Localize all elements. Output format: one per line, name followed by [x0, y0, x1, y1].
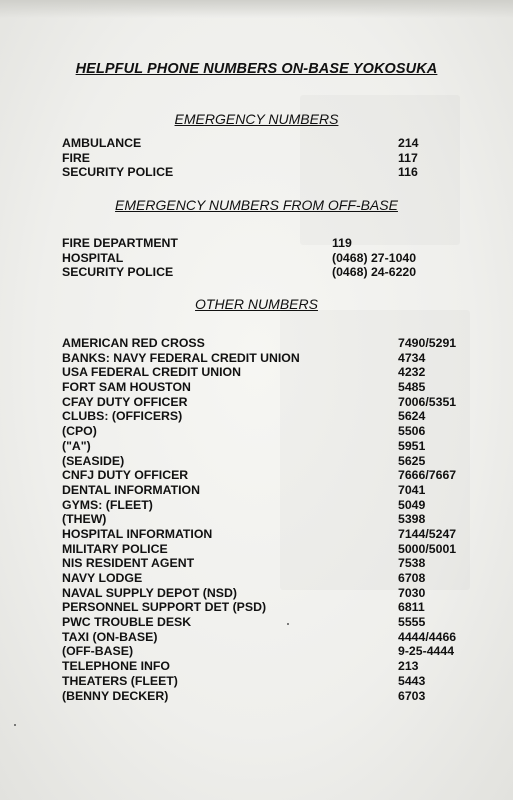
entry-name: USA FEDERAL CREDIT UNION — [62, 365, 241, 380]
entry-phone-number: 7041 — [398, 482, 426, 497]
entry-name: PWC TROUBLE DESK — [62, 615, 192, 630]
list-item — [62, 380, 482, 395]
entry-name: CLUBS: (OFFICERS) — [62, 409, 183, 424]
entry-name: MILITARY POLICE — [62, 541, 168, 556]
entry-phone-number: 117 — [398, 150, 418, 165]
entry-name: ("A") — [62, 438, 91, 453]
list-item — [62, 409, 482, 424]
list-item — [62, 586, 482, 601]
list-item — [62, 265, 482, 280]
list-item — [62, 542, 482, 557]
entry-name: TAXI (ON-BASE) — [62, 629, 158, 644]
entry-name: (THEW) — [62, 512, 107, 527]
list-item — [62, 251, 482, 266]
entry-name: (CPO) — [62, 424, 97, 439]
scan-edge-shadow — [0, 0, 513, 18]
entry-phone-number: 7006/5351 — [398, 394, 457, 409]
entry-phone-number: 214 — [398, 136, 419, 150]
list-item — [62, 630, 482, 645]
entry-phone-number: 6811 — [398, 600, 425, 615]
entry-name: HOSPITAL — [62, 250, 124, 265]
entry-name: TELEPHONE INFO — [62, 659, 170, 674]
entry-name: FIRE — [62, 150, 91, 165]
entry-name: THEATERS (FLEET) — [62, 673, 178, 688]
entry-name: GYMS: (FLEET) — [62, 497, 153, 512]
list-item — [62, 136, 482, 151]
list-item — [62, 512, 482, 527]
entry-phone-number: 5506 — [398, 424, 426, 439]
list-item — [62, 395, 482, 410]
entry-phone-number: 7490/5291 — [398, 336, 457, 350]
other-numbers-heading: OTHER NUMBERS — [195, 296, 318, 312]
list-item — [62, 165, 482, 180]
list-item — [62, 468, 482, 483]
list-item — [62, 689, 482, 704]
entry-name: CFAY DUTY OFFICER — [62, 394, 188, 409]
list-item — [62, 236, 482, 251]
emergency-numbers-heading: EMERGENCY NUMBERS — [174, 111, 339, 127]
entry-phone-number: 7666/7667 — [398, 468, 457, 483]
list-item — [62, 454, 482, 469]
list-item — [62, 498, 482, 513]
entry-name: (SEASIDE) — [62, 453, 125, 468]
entry-phone-number: 213 — [398, 659, 419, 674]
entry-phone-number: 7030 — [398, 585, 426, 600]
entry-name: FIRE DEPARTMENT — [62, 236, 178, 250]
entry-phone-number: 5625 — [398, 453, 426, 468]
entry-name: SECURITY POLICE — [62, 165, 174, 180]
entry-name: CNFJ DUTY OFFICER — [62, 468, 189, 483]
entry-name: NAVAL SUPPLY DEPOT (NSD) — [62, 585, 237, 600]
page-title: HELPFUL PHONE NUMBERS ON-BASE YOKOSUKA — [75, 61, 438, 77]
entry-phone-number: 5443 — [398, 673, 426, 688]
entry-phone-number: 5951 — [398, 438, 426, 453]
entry-phone-number: 9-25-4444 — [398, 644, 455, 659]
entry-name: AMERICAN RED CROSS — [62, 336, 205, 350]
list-item — [62, 644, 482, 659]
entry-phone-number: 5000/5001 — [398, 541, 457, 556]
scan-speck — [287, 623, 289, 625]
other-list — [62, 336, 482, 703]
entry-name: FORT SAM HOUSTON — [62, 380, 191, 395]
list-item — [62, 600, 482, 615]
list-item — [62, 351, 482, 366]
list-item — [62, 571, 482, 586]
entry-name: SECURITY POLICE — [62, 265, 174, 280]
entry-name: BANKS: NAVY FEDERAL CREDIT UNION — [62, 350, 300, 365]
entry-name: (BENNY DECKER) — [62, 688, 169, 703]
entry-phone-number: 4734 — [398, 350, 426, 365]
entry-name: AMBULANCE — [62, 136, 142, 150]
offbase-list — [62, 236, 482, 280]
entry-phone-number: 5049 — [398, 497, 426, 512]
offbase-numbers-heading: EMERGENCY NUMBERS FROM OFF-BASE — [115, 197, 398, 213]
entry-phone-number: 119 — [332, 236, 352, 250]
list-item — [62, 151, 482, 166]
entry-phone-number: 4444/4466 — [398, 629, 457, 644]
entry-phone-number: 5555 — [398, 615, 426, 630]
list-item — [62, 615, 482, 630]
list-item — [62, 439, 482, 454]
entry-name: NAVY LODGE — [62, 571, 143, 585]
entry-phone-number: 5398 — [398, 512, 426, 527]
entry-phone-number: 7538 — [398, 556, 426, 571]
entry-phone-number: 4232 — [398, 365, 426, 380]
scan-speck — [14, 724, 16, 726]
entry-phone-number: 5485 — [398, 380, 426, 395]
list-item — [62, 659, 482, 674]
entry-name: NIS RESIDENT AGENT — [62, 556, 195, 571]
entry-phone-number: (0468) 27-1040 — [332, 250, 417, 265]
entry-phone-number: 6703 — [398, 688, 426, 703]
entry-phone-number: 7144/5247 — [398, 526, 457, 541]
list-item — [62, 336, 482, 351]
list-item — [62, 365, 482, 380]
entry-name: HOSPITAL INFORMATION — [62, 526, 213, 541]
list-item — [62, 527, 482, 542]
entry-phone-number: 6708 — [398, 571, 426, 585]
entry-name: PERSONNEL SUPPORT DET (PSD) — [62, 600, 267, 615]
emergency-list — [62, 136, 482, 180]
list-item — [62, 556, 482, 571]
list-item — [62, 483, 482, 498]
entry-phone-number: 116 — [398, 165, 418, 180]
entry-phone-number: 5624 — [398, 409, 426, 424]
entry-name: DENTAL INFORMATION — [62, 482, 200, 497]
list-item — [62, 674, 482, 689]
entry-phone-number: (0468) 24-6220 — [332, 265, 417, 280]
list-item — [62, 424, 482, 439]
entry-name: (OFF-BASE) — [62, 644, 134, 659]
